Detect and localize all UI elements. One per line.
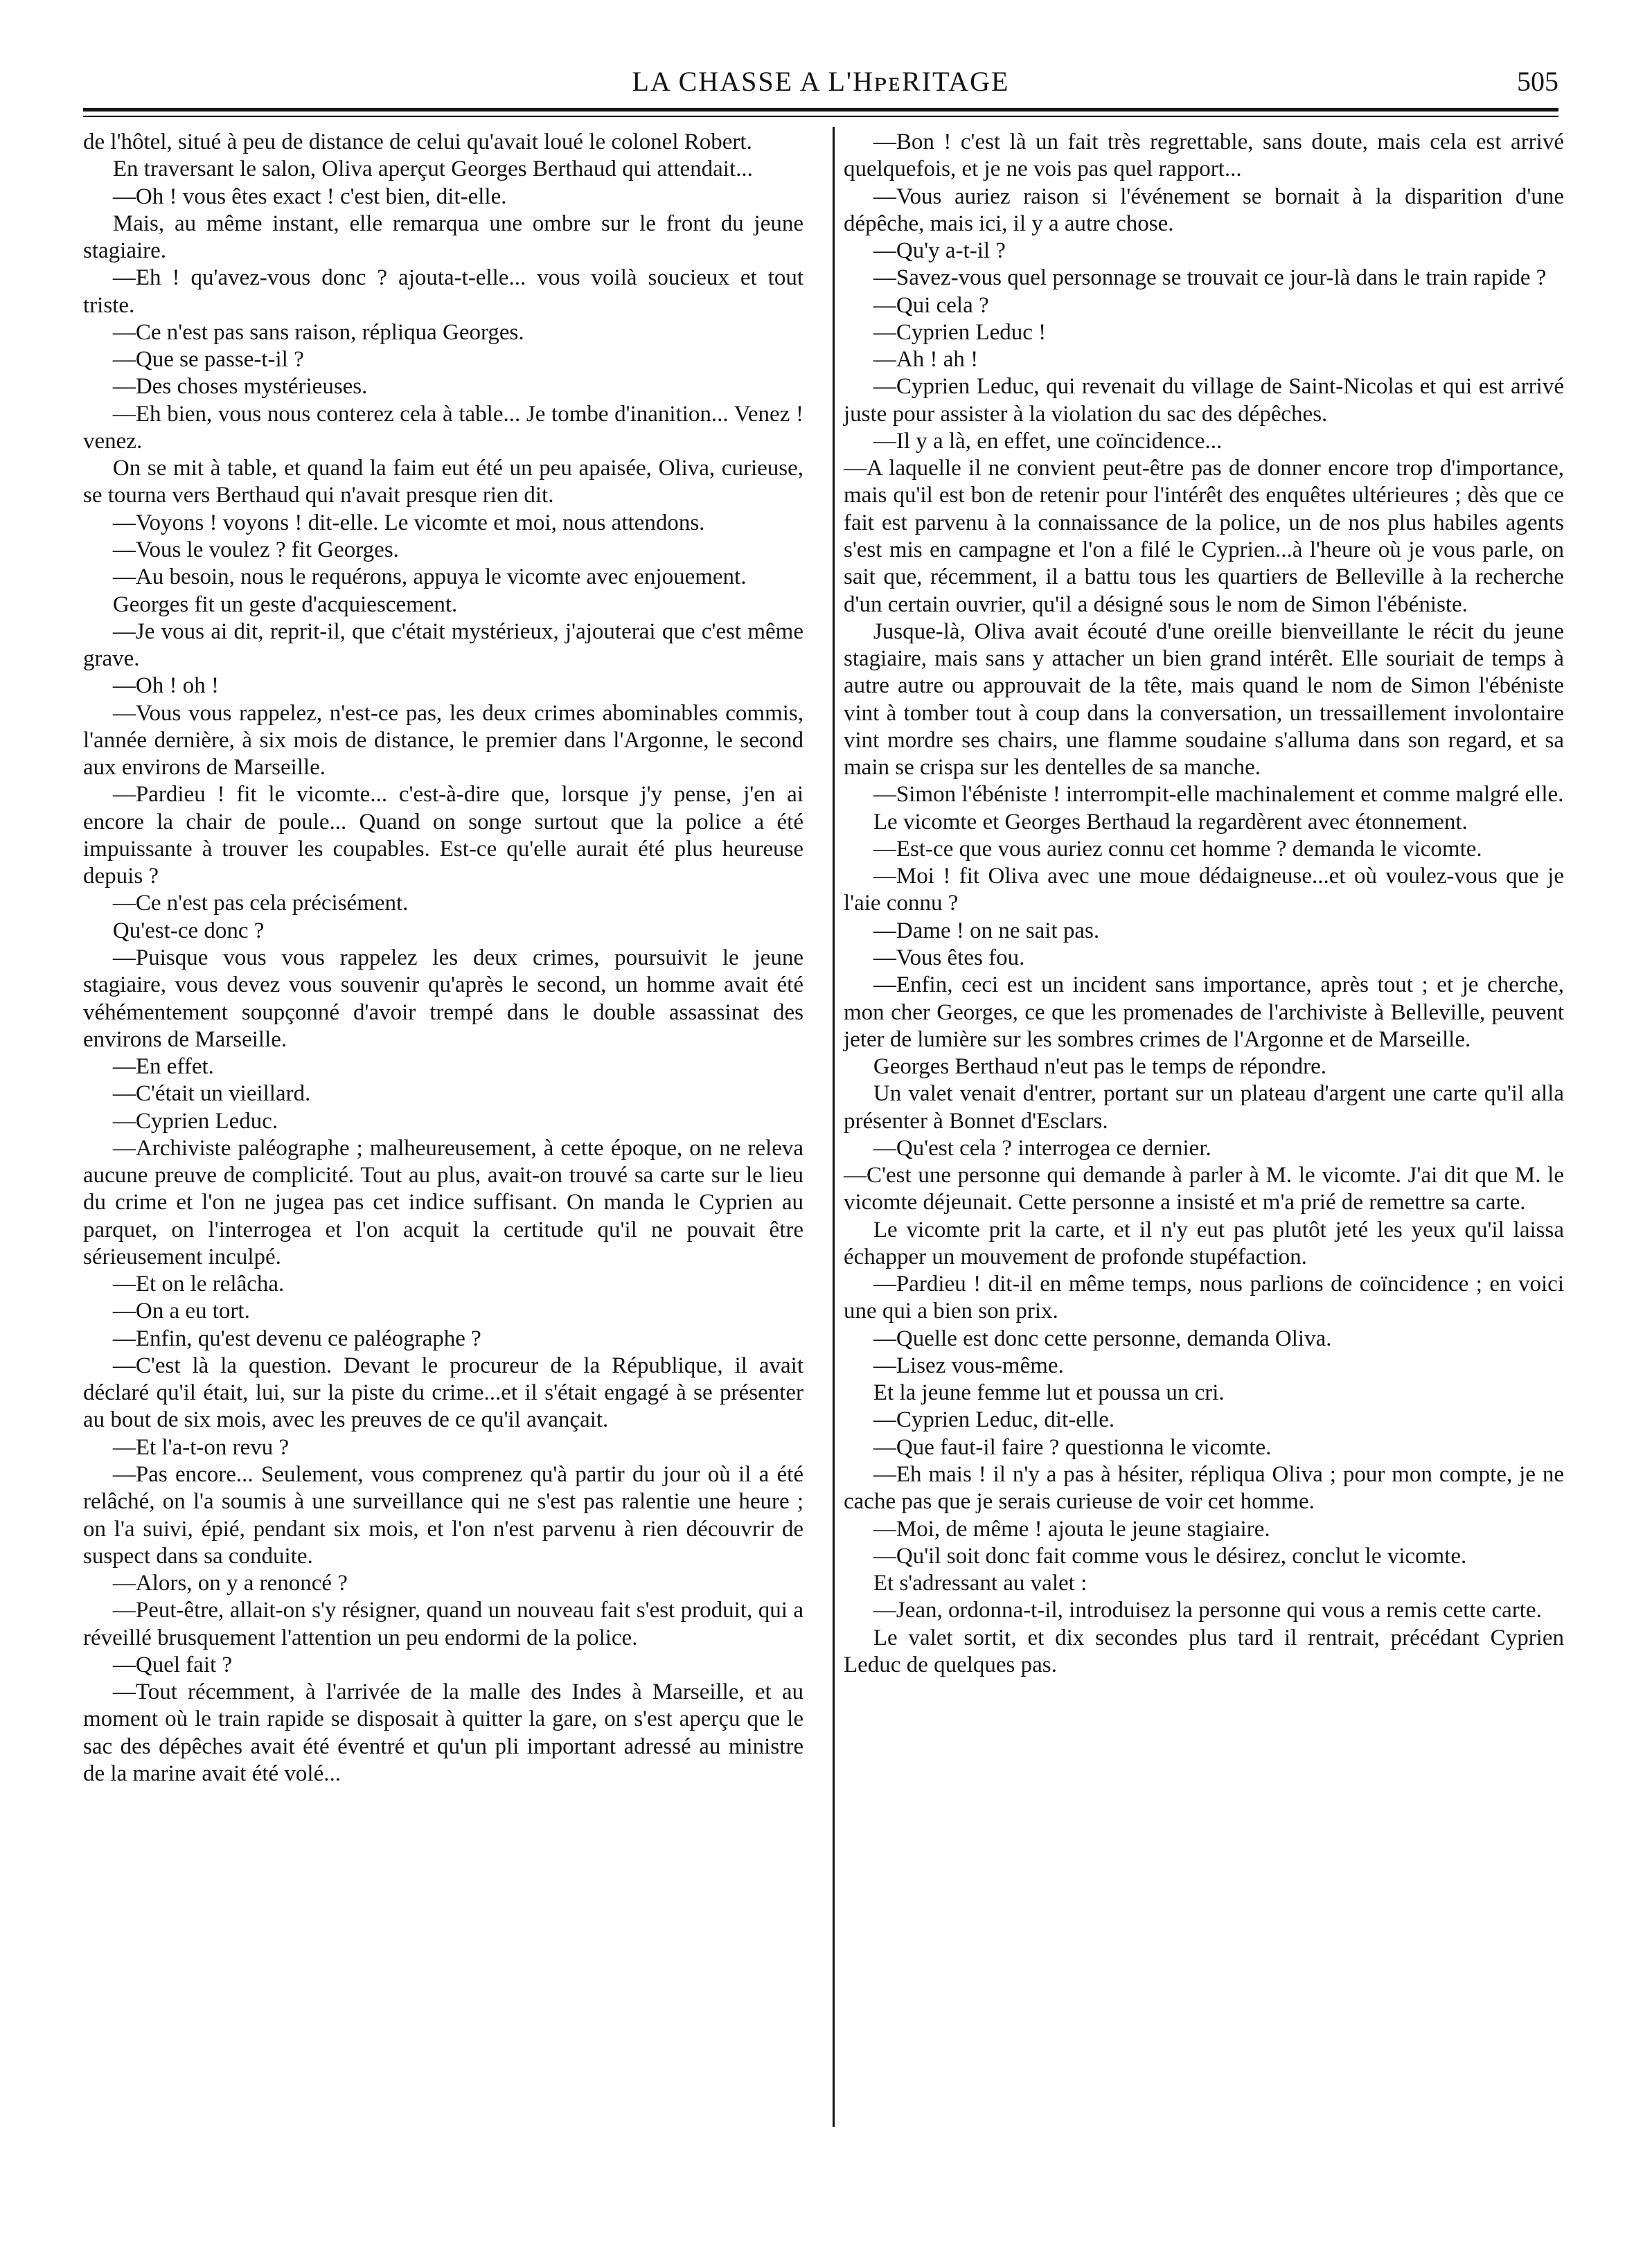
paragraph: —Et on le relâcha.: [112, 1272, 285, 1297]
paragraph: —Simon l'ébéniste ! interrompit-elle machinalement et comme malgré elle.: [873, 782, 1564, 808]
paragraph: Le vicomte prit la carte, et il n'y eut pas plutôt jeté les yeux qu'il laissa échapper un mouvement de profonde stupéfaction.: [844, 1217, 1564, 1269]
paragraph: —Ce n'est pas cela précisément.: [112, 891, 409, 916]
paragraph: —Bon ! c'est là un fait très regrettable, sans doute, mais cela est arrivé quelquefois, et je ne vois pas quel rapport...: [844, 130, 1564, 182]
header-rule-thick: [83, 108, 1558, 112]
paragraph: —Oh ! vous êtes exact ! c'est bien, dit-elle.: [112, 184, 507, 209]
paragraph: Un valet venait d'entrer, portant sur un plateau d'argent une carte qu'il alla présenter à Bonnet d'Esclars.: [844, 1081, 1564, 1134]
paragraph: —Qu'est cela ? interrogea ce dernier.: [873, 1135, 1211, 1161]
paragraph: Mais, au même instant, elle remarqua une ombre sur le front du jeune stagiaire.: [83, 211, 803, 264]
paragraph: Jusque-là, Oliva avait écouté d'une oreille bienveillante le récit du jeune stagiaire, mais sans y attacher un bien grand intérêt. Elle souriait de temps à autre autre ou approuvait de la tête, mais quand le nom de Simon l'ébéniste vint à tomber tout à coup dans la conversation, un tressaillement involontaire vint mordre ses chairs, une flamme soudaine s'alluma dans son regard, et sa main se crispa sur les dentelles de sa manche.: [844, 618, 1564, 781]
paragraph: —Alors, on y a renoncé ?: [112, 1571, 348, 1596]
paragraph: —Je vous ai dit, reprit-il, que c'était mystérieux, j'ajouterai que c'est même grave.: [83, 618, 803, 672]
paragraph: —Cyprien Leduc, qui revenait du village de Saint-Nicolas et qui est arrivé juste pour assister à la violation du sac des dépêches.: [844, 374, 1564, 427]
paragraph: —Quel fait ?: [112, 1652, 233, 1677]
paragraph: —Vous le voulez ? fit Georges.: [112, 537, 399, 562]
paragraph: —Qui cela ?: [873, 292, 989, 318]
paragraph: Georges fit un geste d'acquiescement.: [112, 591, 458, 617]
paragraph: On se mit à table, et quand la faim eut été un peu apaisée, Oliva, curieuse, se tourna vers Berthaud qui n'avait presque rien dit.: [83, 456, 803, 508]
paragraph: —C'était un vieillard.: [112, 1081, 311, 1107]
paragraph: —Ce n'est pas sans raison, répliqua Georges.: [112, 319, 524, 345]
paragraph: —Qu'y a-t-il ?: [873, 238, 1006, 264]
paragraph: Le valet sortit, et dix secondes plus tard il rentrait, précédant Cyprien Leduc de quelques pas.: [844, 1625, 1564, 1677]
paragraph: —Il y a là, en effet, une coïncidence...: [873, 428, 1223, 454]
paragraph: Qu'est-ce donc ?: [112, 918, 265, 943]
paragraph: —Enfin, ceci est un incident sans importance, après tout ; et je cherche, mon cher Georges, ce que les promenades de l'archiviste à Belleville, peuvent jeter de lumière sur les sombres crimes de l'Argonne et de Marseille.: [844, 972, 1564, 1052]
paragraph: Le vicomte et Georges Berthaud la regardèrent avec étonnement.: [873, 809, 1468, 835]
paragraph: —Au besoin, nous le requérons, appuya le vicomte avec enjouement.: [112, 564, 747, 590]
paragraph: —Eh mais ! il n'y a pas à hésiter, répliqua Oliva ; pour mon compte, je ne cache pas que je serais curieuse de voir cet homme.: [844, 1462, 1564, 1515]
paragraph: —Des choses mystérieuses.: [112, 374, 368, 400]
paragraph: —C'est là la question. Devant le procureur de la République, il avait déclaré qu'il était, lui, sur la piste du crime...et il s'était engagé à se présenter au bout de six mois, avec les preuves de ce qu'il avançait.: [83, 1353, 803, 1433]
paragraph: —Vous auriez raison si l'événement se bornait à la disparition d'une dépêche, mais ici, il y a autre chose.: [844, 184, 1564, 236]
paragraph: Et s'adressant au valet :: [873, 1571, 1087, 1596]
paragraph: —Moi ! fit Oliva avec une moue dédaigneuse...et où voulez-vous que je l'aie connu ?: [844, 864, 1564, 916]
page-number: 505: [1517, 66, 1558, 97]
paragraph: —Voyons ! voyons ! dit-elle. Le vicomte et moi, nous attendons.: [112, 510, 705, 535]
paragraph: —Pas encore... Seulement, vous comprenez qu'à partir du jour où il a été relâché, on l'a soumis à une surveillance qui ne s'est pas ralentie une heure ; on l'a suivi, épié, pendant six mois, et l'on n'est parvenu à rien découvrir de suspect dans sa conduite.: [83, 1462, 803, 1569]
paragraph: —Qu'il soit donc fait comme vous le désirez, conclut le vicomte.: [873, 1543, 1467, 1569]
right-column: [844, 129, 1564, 1679]
page-header: [83, 62, 1558, 104]
paragraph: —Cyprien Leduc, dit-elle.: [873, 1407, 1115, 1433]
paragraph: —Quelle est donc cette personne, demanda Oliva.: [873, 1326, 1332, 1351]
paragraph: —A laquelle il ne convient peut-être pas de donner encore trop d'importance, mais qu'il est bon de retenir pour l'intérêt des enquêtes ultérieures ; dès que ce fait est parvenu à la connaissance de la police, un de nos plus habiles agents s'est mis en campagne et l'on a filé le Cyprien...à l'heure où je vous parle, on sait que, récemment, il a battu tous les quartiers de Belleville à la recherche d'un certain ouvrier, qu'il a désigné sous le nom de Simon l'ébéniste.: [844, 456, 1564, 617]
paragraph: —Que se passe-t-il ?: [112, 347, 304, 373]
paragraph: —On a eu tort.: [112, 1299, 250, 1324]
paragraph: —Et l'a-t-on revu ?: [112, 1434, 290, 1460]
paragraph: —Eh bien, vous nous conterez cela à table... Je tombe d'inanition... Venez ! venez.: [83, 401, 803, 454]
paragraph: —Vous êtes fou.: [873, 945, 1025, 970]
paragraph: Et la jeune femme lut et poussa un cri.: [873, 1380, 1225, 1406]
paragraph: —Que faut-il faire ? questionna le vicomte.: [873, 1434, 1272, 1460]
column-divider: [833, 127, 835, 2127]
paragraph: —Archiviste paléographe ; malheureusement, à cette époque, on ne releva aucune preuve de complicité. Tout au plus, avait-on trouvé sa carte sur le lieu du crime et l'on ne jugea pas cet indice suffisant. On manda le Cyprien au parquet, on l'interrogea et l'on acquit la certitude qu'il ne pouvait être sérieusement inculpé.: [83, 1135, 803, 1269]
paragraph: —Puisque vous vous rappelez les deux crimes, poursuivit le jeune stagiaire, vous devez vous souvenir qu'après le second, un homme avait été véhémentement soupçonné d'avoir trempé dans le double assassinat des environs de Marseille.: [83, 945, 803, 1052]
paragraph: —Tout récemment, à l'arrivée de la malle des Indes à Marseille, et au moment où le train rapide se disposait à quitter la gare, on s'est aperçu que le sac des dépêches avait été éventré et qu'un pli important adressé au ministre de la marine avait été volé...: [83, 1679, 803, 1786]
paragraph: En traversant le salon, Oliva aperçut Georges Berthaud qui attendait...: [112, 157, 753, 182]
paragraph: —Ah ! ah !: [873, 347, 979, 373]
running-title: LA CHASSE A L'HᴘᴇRITAGE: [632, 66, 1010, 97]
paragraph: —Savez-vous quel personnage se trouvait ce jour-là dans le train rapide ?: [873, 265, 1547, 291]
paragraph: —C'est une personne qui demande à parler à M. le vicomte. J'ai dit que M. le vicomte déjeunait. Cette personne a insisté et m'a prié de remettre sa carte.: [844, 1163, 1564, 1215]
paragraph: —Dame ! on ne sait pas.: [873, 918, 1100, 943]
paragraph: —Pardieu ! dit-il en même temps, nous parlions de coïncidence ; en voici une qui a bien son prix.: [844, 1272, 1564, 1324]
paragraph: —Eh ! qu'avez-vous donc ? ajouta-t-elle... vous voilà soucieux et tout triste.: [83, 265, 803, 318]
paragraph: —Lisez vous-même.: [873, 1353, 1064, 1378]
paragraph: —Enfin, qu'est devenu ce paléographe ?: [112, 1326, 481, 1351]
paragraph: —Cyprien Leduc.: [112, 1108, 278, 1134]
paragraph: —Vous vous rappelez, n'est-ce pas, les deux crimes abominables commis, l'année dernière, à six mois de distance, le premier dans l'Argonne, le second aux environs de Marseille.: [83, 700, 803, 781]
paragraph: —Est-ce que vous auriez connu cet homme ? demanda le vicomte.: [873, 836, 1482, 862]
paragraph: —Peut-être, allait-on s'y résigner, quand un nouveau fait s'est produit, qui a réveillé brusquement l'attention un peu endormi de la police.: [83, 1598, 803, 1650]
left-column: [83, 129, 803, 1788]
paragraph: —Moi, de même ! ajouta le jeune stagiaire.: [873, 1516, 1270, 1542]
paragraph: —Cyprien Leduc !: [873, 319, 1047, 345]
paragraph: —En effet.: [112, 1054, 214, 1080]
paragraph: Georges Berthaud n'eut pas le temps de répondre.: [873, 1054, 1327, 1080]
paragraph: de l'hôtel, situé à peu de distance de celui qu'avait loué le colonel Robert.: [83, 130, 752, 154]
paragraph: —Pardieu ! fit le vicomte... c'est-à-dire que, lorsque j'y pense, j'en ai encore la chair de poule... Quand on songe surtout que la police a été impuissante à trouver les coupables. Est-ce qu'elle aurait été plus heureuse depuis ?: [83, 782, 803, 889]
paragraph: —Jean, ordonna-t-il, introduisez la personne qui vous a remis cette carte.: [873, 1598, 1542, 1623]
header-rule-thin: [83, 116, 1558, 117]
paragraph: —Oh ! oh !: [112, 673, 219, 699]
